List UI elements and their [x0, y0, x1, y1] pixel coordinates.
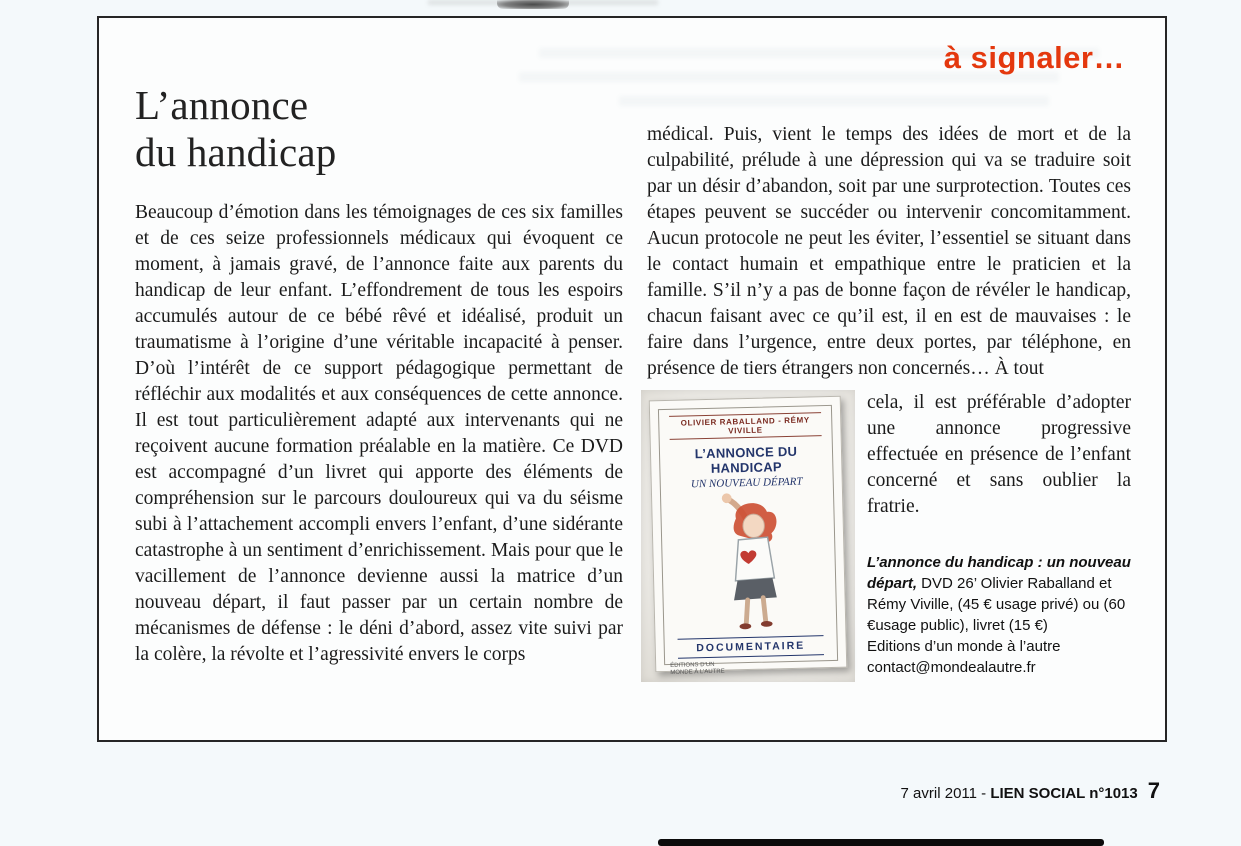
- media-row: [647, 390, 1131, 682]
- article-title-line-2: du handicap: [135, 129, 337, 175]
- article-body-left-column: Beaucoup d’émotion dans les témoignages de ces six familles et de ces seize professionnels médicaux qui évoquent ce moment, à jamais gravé, de l’annonce faite aux parents du handicap de leur enfant. L’effondrement de tous les espoirs accumulés autour de ce bébé rêvé et idéalisé, produit un traumatisme à l’origine d’une véritable incapacité à penser. D’où l’intérêt de ce support pédagogique permettant de réfléchir aux modalités et aux conséquences de cette annonce. Il est tout particulièrement adapté aux intervenants qui ne reçoivent aucune formation préalable en la matière. Ce DVD est accompagné d’un livret qui apporte des éléments de compréhension sur le parcours douloureux qui va du séisme subi à l’attachement accompli envers l’enfant, d’une sidérante catastrophe à un sentiment d’enrichissement. Mais pour que le vacillement de l’annonce devienne aussi la matrice d’un nouveau départ, il faut passer par un certain nombre de mécanismes de défense : le déni d’abord, assez vite suivi par la colère, la révolte et l’agressivité envers le corps: [135, 202, 623, 665]
- page-frame: [97, 16, 1167, 742]
- dvd-cover-publisher-mark: ÉDITIONS D’UN MONDE À L’AUTRE: [670, 661, 725, 676]
- page-footer: [901, 778, 1160, 804]
- dvd-cover-subtitle: UN NOUVEAU DÉPART: [690, 475, 803, 491]
- caption-title: L’annonce du handicap : un nouveau départ,: [867, 554, 1131, 592]
- scan-artifact: [497, 0, 569, 9]
- dvd-cover: [649, 396, 848, 676]
- caption-publisher: Editions d’un monde à l’autre: [867, 638, 1061, 655]
- dvd-cover-title: L’ANNONCE DU HANDICAP: [694, 443, 798, 476]
- footer-page-number: 7: [1147, 778, 1160, 803]
- article-title: [135, 82, 336, 176]
- dvd-cover-authors: OLIVIER RABALLAND - RÉMY VIVILLE: [669, 412, 822, 440]
- article-body-right-column: médical. Puis, vient le temps des idées de mort et de la culpabilité, prélude à une dépression qui va se traduire soit par un désir d’abandon, soit par une surprotection. Toutes ces étapes peuvent se succéder ou intervenir concomitamment. Aucun protocole ne peut les éviter, l’essentiel se situant dans le contact humain et empathique entre le praticien et la famille. S’il n’y a pas de bonne façon de révéler le handicap, chacun faisant avec ce qu’il est, il en est de mauvaises : le faire dans l’urgence, entre deux portes, par téléphone, en présence de tiers étrangers non concernés… À tout: [647, 124, 1131, 379]
- dvd-cover-illustration: [666, 487, 832, 637]
- footer-journal-name: LIEN SOCIAL n°1013: [990, 785, 1138, 802]
- dvd-cover-genre: DOCUMENTAIRE: [678, 635, 824, 659]
- article-title-line-1: L’annonce: [135, 82, 309, 128]
- caption-email: contact@mondealautre.fr: [867, 659, 1036, 676]
- dvd-cover-photo: [641, 390, 855, 682]
- caption-details: DVD 26’ Olivier Raballand et Rémy Viville, (45 € usage privé) ou (60 €usage public), livret (15 €): [867, 575, 1126, 634]
- article-right-column: [647, 122, 1131, 682]
- caption-main: [867, 552, 1131, 636]
- scan-artifact: [658, 839, 1104, 846]
- wrap-column: [867, 390, 1131, 678]
- section-label: à signaler…: [943, 40, 1125, 75]
- dvd-cover-inner: [658, 405, 838, 676]
- article-body-wrap: cela, il est préférable d’adopter une annonce progressive effectuée en présence de l’enfant concerné et sans oublier la fratrie.: [867, 392, 1131, 517]
- dvd-caption: [867, 552, 1131, 678]
- show-through-ghost: [619, 96, 1049, 106]
- footer-date: 7 avril 2011 -: [900, 785, 991, 802]
